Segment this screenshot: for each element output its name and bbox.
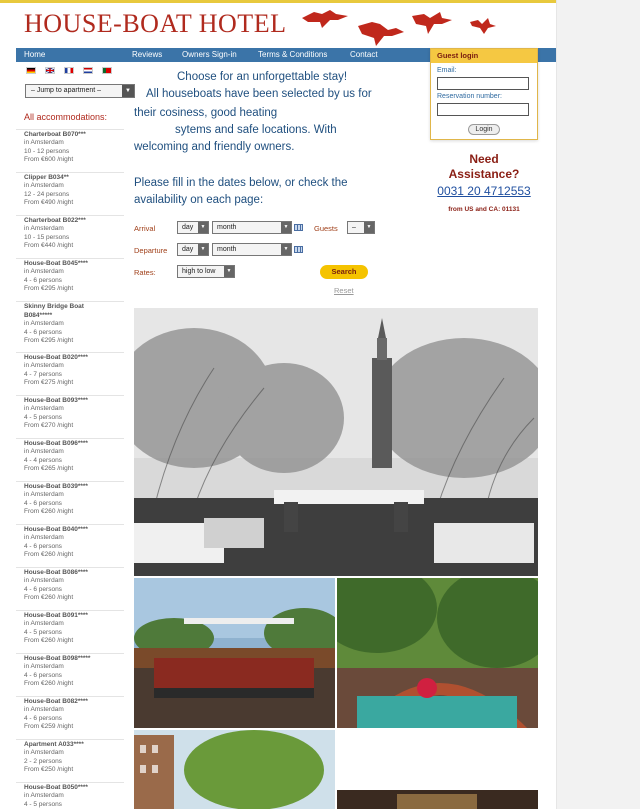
departure-label: Departure bbox=[134, 246, 168, 255]
flag-pt-icon[interactable] bbox=[102, 67, 112, 74]
accommodation-name[interactable]: House-Boat B020**** bbox=[24, 354, 88, 361]
goose-icon bbox=[302, 10, 348, 28]
list-item[interactable] bbox=[16, 172, 124, 208]
list-item[interactable] bbox=[16, 739, 124, 775]
nav-contact[interactable]: Contact bbox=[350, 50, 378, 59]
need-assistance-line2: Assistance? bbox=[448, 167, 520, 181]
accommodation-location: in Amsterdam bbox=[24, 139, 64, 146]
guests-select[interactable] bbox=[347, 221, 375, 234]
accommodation-persons: 4 - 7 persons bbox=[24, 370, 62, 378]
accommodation-price: From €295 /night bbox=[24, 337, 74, 344]
photo-houseboat-interior bbox=[337, 790, 538, 809]
departure-day-select[interactable] bbox=[177, 243, 209, 256]
accommodation-location: in Amsterdam bbox=[24, 268, 64, 275]
intro-line: sytems and safe locations. With bbox=[175, 124, 337, 136]
rates-value: high to low bbox=[182, 268, 216, 275]
departure-day-value: day bbox=[182, 246, 194, 253]
search-button[interactable]: Search bbox=[320, 265, 368, 279]
nav-home[interactable]: Home bbox=[24, 50, 46, 59]
accommodation-location: in Amsterdam bbox=[24, 663, 64, 670]
accommodation-name[interactable]: Clipper B034** bbox=[24, 174, 69, 181]
accommodation-location: in Amsterdam bbox=[24, 320, 64, 327]
assistance-phone-link[interactable]: 0031 20 4712553 bbox=[437, 184, 531, 198]
accommodation-name[interactable]: House-Boat B039**** bbox=[24, 483, 88, 490]
list-item[interactable] bbox=[16, 352, 124, 388]
accommodation-persons: 4 - 6 persons bbox=[24, 499, 62, 507]
photo-skinny-bridge bbox=[134, 578, 335, 728]
guests-label: Guests bbox=[314, 224, 338, 233]
intro-line: Choose for an unforgettable stay! bbox=[177, 71, 348, 83]
accommodation-name[interactable]: Charterboat B070*** bbox=[24, 131, 86, 138]
accommodation-price: From €440 /night bbox=[24, 242, 74, 249]
list-item[interactable] bbox=[16, 782, 124, 809]
accommodation-location: in Amsterdam bbox=[24, 749, 64, 756]
need-assistance-line1: Need bbox=[469, 152, 499, 166]
right-gutter bbox=[556, 0, 640, 809]
list-item[interactable] bbox=[16, 438, 124, 474]
arrival-month-value: month bbox=[217, 224, 237, 231]
accommodation-persons: 2 - 2 persons bbox=[24, 757, 62, 765]
accommodation-price: From €490 /night bbox=[24, 199, 74, 206]
chevron-down-icon: ▼ bbox=[364, 222, 374, 233]
accommodation-persons: 4 - 4 persons bbox=[24, 456, 62, 464]
accommodation-price: From €260 /night bbox=[24, 551, 74, 558]
list-item[interactable] bbox=[16, 653, 124, 689]
top-accent-line bbox=[0, 0, 556, 3]
accommodation-name[interactable]: Skinny Bridge Boat B084***** bbox=[24, 303, 84, 319]
accommodation-location: in Amsterdam bbox=[24, 706, 64, 713]
list-item[interactable] bbox=[16, 481, 124, 517]
login-button[interactable]: Login bbox=[468, 124, 500, 135]
flag-fr-icon[interactable] bbox=[64, 67, 74, 74]
accommodation-location: in Amsterdam bbox=[24, 620, 64, 627]
reservation-number-label: Reservation number: bbox=[437, 93, 502, 100]
intro-line: their cosiness, good heating bbox=[134, 107, 278, 119]
need-assistance-heading bbox=[430, 152, 538, 182]
accommodation-price: From €260 /night bbox=[24, 680, 74, 687]
chevron-down-icon: ▼ bbox=[198, 222, 208, 233]
accommodation-persons: 4 - 5 persons bbox=[24, 628, 62, 636]
accommodation-persons: 4 - 6 persons bbox=[24, 585, 62, 593]
departure-month-select[interactable] bbox=[212, 243, 292, 256]
list-item[interactable] bbox=[16, 395, 124, 431]
departure-calendar-icon[interactable] bbox=[294, 246, 303, 253]
arrival-day-value: day bbox=[182, 224, 194, 231]
reset-link[interactable]: Reset bbox=[334, 286, 354, 295]
chevron-down-icon: ▼ bbox=[281, 222, 291, 233]
accommodation-persons: 4 - 6 persons bbox=[24, 276, 62, 284]
list-item[interactable] bbox=[16, 301, 124, 346]
nav-owners-sign-in[interactable]: Owners Sign-in bbox=[182, 50, 237, 59]
flag-gb-icon[interactable] bbox=[45, 67, 55, 74]
accommodation-location: in Amsterdam bbox=[24, 534, 64, 541]
guest-login-title: Guest login bbox=[431, 49, 537, 63]
accommodation-persons: 4 - 6 persons bbox=[24, 714, 62, 722]
accommodation-persons: 4 - 6 persons bbox=[24, 671, 62, 679]
accommodation-location: in Amsterdam bbox=[24, 577, 64, 584]
accommodation-price: From €260 /night bbox=[24, 637, 74, 644]
accommodation-name[interactable]: House-Boat B045**** bbox=[24, 260, 88, 267]
accommodation-price: From €265 /night bbox=[24, 465, 74, 472]
accommodation-location: in Amsterdam bbox=[24, 362, 64, 369]
accommodation-location: in Amsterdam bbox=[24, 182, 64, 189]
list-item[interactable] bbox=[16, 524, 124, 560]
accommodation-persons: 10 - 12 persons bbox=[24, 147, 70, 155]
email-label: Email: bbox=[437, 67, 457, 74]
accommodation-name[interactable]: Charterboat B022*** bbox=[24, 217, 86, 224]
guest-login-panel bbox=[430, 48, 538, 140]
all-accommodations-heading: All accommodations: bbox=[24, 112, 108, 122]
accommodation-name[interactable]: Apartment A033**** bbox=[24, 741, 84, 748]
arrival-calendar-icon[interactable] bbox=[294, 224, 303, 231]
accommodation-location: in Amsterdam bbox=[24, 405, 64, 412]
intro-line: All houseboats have been selected by us for bbox=[146, 88, 372, 100]
accommodation-persons: 4 - 5 persons bbox=[24, 413, 62, 421]
fill-dates-line: Please fill in the dates below, or check the bbox=[134, 177, 348, 189]
departure-month-value: month bbox=[217, 246, 237, 253]
accommodation-price: From €275 /night bbox=[24, 379, 74, 386]
rates-label: Rates: bbox=[134, 268, 156, 277]
accommodation-persons: 10 - 15 persons bbox=[24, 233, 70, 241]
flying-geese-logo bbox=[300, 6, 500, 51]
site-logo[interactable]: HOUSE-BOAT HOTEL bbox=[24, 9, 287, 38]
goose-icon bbox=[412, 12, 452, 34]
assistance-us-ca-number: from US and CA: 01131 bbox=[448, 206, 520, 213]
accommodation-name[interactable]: House-Boat B050**** bbox=[24, 784, 88, 791]
accommodation-price: From €259 /night bbox=[24, 723, 74, 730]
jump-to-apartment-select[interactable] bbox=[25, 84, 135, 98]
chevron-down-icon: ▼ bbox=[224, 266, 234, 277]
accommodation-location: in Amsterdam bbox=[24, 448, 64, 455]
nav-reviews[interactable]: Reviews bbox=[132, 50, 163, 59]
jump-to-apartment-label: – Jump to apartment – bbox=[31, 87, 102, 94]
accommodation-name[interactable]: House-Boat B098***** bbox=[24, 655, 91, 662]
goose-icon bbox=[470, 18, 496, 34]
flag-nl-icon[interactable] bbox=[83, 67, 93, 74]
rates-select[interactable] bbox=[177, 265, 235, 278]
nav-terms-conditions[interactable]: Terms & Conditions bbox=[258, 50, 328, 59]
accommodation-price: From €260 /night bbox=[24, 594, 74, 601]
accommodation-name[interactable]: House-Boat B091**** bbox=[24, 612, 88, 619]
chevron-down-icon: ▼ bbox=[281, 244, 291, 255]
accommodation-price: From €270 /night bbox=[24, 422, 74, 429]
photo-winter-canal bbox=[134, 308, 538, 576]
guests-value: – bbox=[352, 224, 356, 231]
email-field[interactable] bbox=[437, 77, 529, 90]
accommodation-persons: 4 - 5 persons bbox=[24, 800, 62, 808]
accommodation-location: in Amsterdam bbox=[24, 491, 64, 498]
goose-icon bbox=[358, 22, 404, 46]
arrival-label: Arrival bbox=[134, 224, 156, 233]
list-item[interactable] bbox=[16, 567, 124, 603]
accommodation-name[interactable]: House-Boat B093**** bbox=[24, 397, 88, 404]
accommodation-persons: 4 - 6 persons bbox=[24, 542, 62, 550]
accommodation-persons: 12 - 24 persons bbox=[24, 190, 70, 198]
accommodation-location: in Amsterdam bbox=[24, 225, 64, 232]
list-item[interactable] bbox=[16, 129, 124, 165]
list-item[interactable] bbox=[16, 215, 124, 251]
accommodation-price: From €250 /night bbox=[24, 766, 74, 773]
photo-canal-houses bbox=[134, 730, 335, 809]
fill-dates-line: availability on each page: bbox=[134, 194, 264, 206]
accommodation-name[interactable]: House-Boat B086**** bbox=[24, 569, 88, 576]
intro-line: welcoming and friendly owners. bbox=[134, 141, 295, 153]
photo-canal-bridge-boat bbox=[337, 578, 538, 728]
accommodation-name[interactable]: House-Boat B040**** bbox=[24, 526, 88, 533]
arrival-day-select[interactable] bbox=[177, 221, 209, 234]
list-item[interactable] bbox=[16, 696, 124, 732]
chevron-down-icon: ▼ bbox=[198, 244, 208, 255]
accommodation-price: From €295 /night bbox=[24, 285, 74, 292]
reservation-number-field[interactable] bbox=[437, 103, 529, 116]
arrival-month-select[interactable] bbox=[212, 221, 292, 234]
list-item[interactable] bbox=[16, 258, 124, 294]
flag-de-icon[interactable] bbox=[26, 67, 36, 74]
accommodation-name[interactable]: House-Boat B082**** bbox=[24, 698, 88, 705]
list-item[interactable] bbox=[16, 610, 124, 646]
accommodation-location: in Amsterdam bbox=[24, 792, 64, 799]
accommodation-price: From €260 /night bbox=[24, 508, 74, 515]
accommodation-persons: 4 - 6 persons bbox=[24, 328, 62, 336]
accommodation-name[interactable]: House-Boat B096**** bbox=[24, 440, 88, 447]
accommodation-price: From €600 /night bbox=[24, 156, 74, 163]
chevron-down-icon: ▼ bbox=[122, 85, 134, 97]
